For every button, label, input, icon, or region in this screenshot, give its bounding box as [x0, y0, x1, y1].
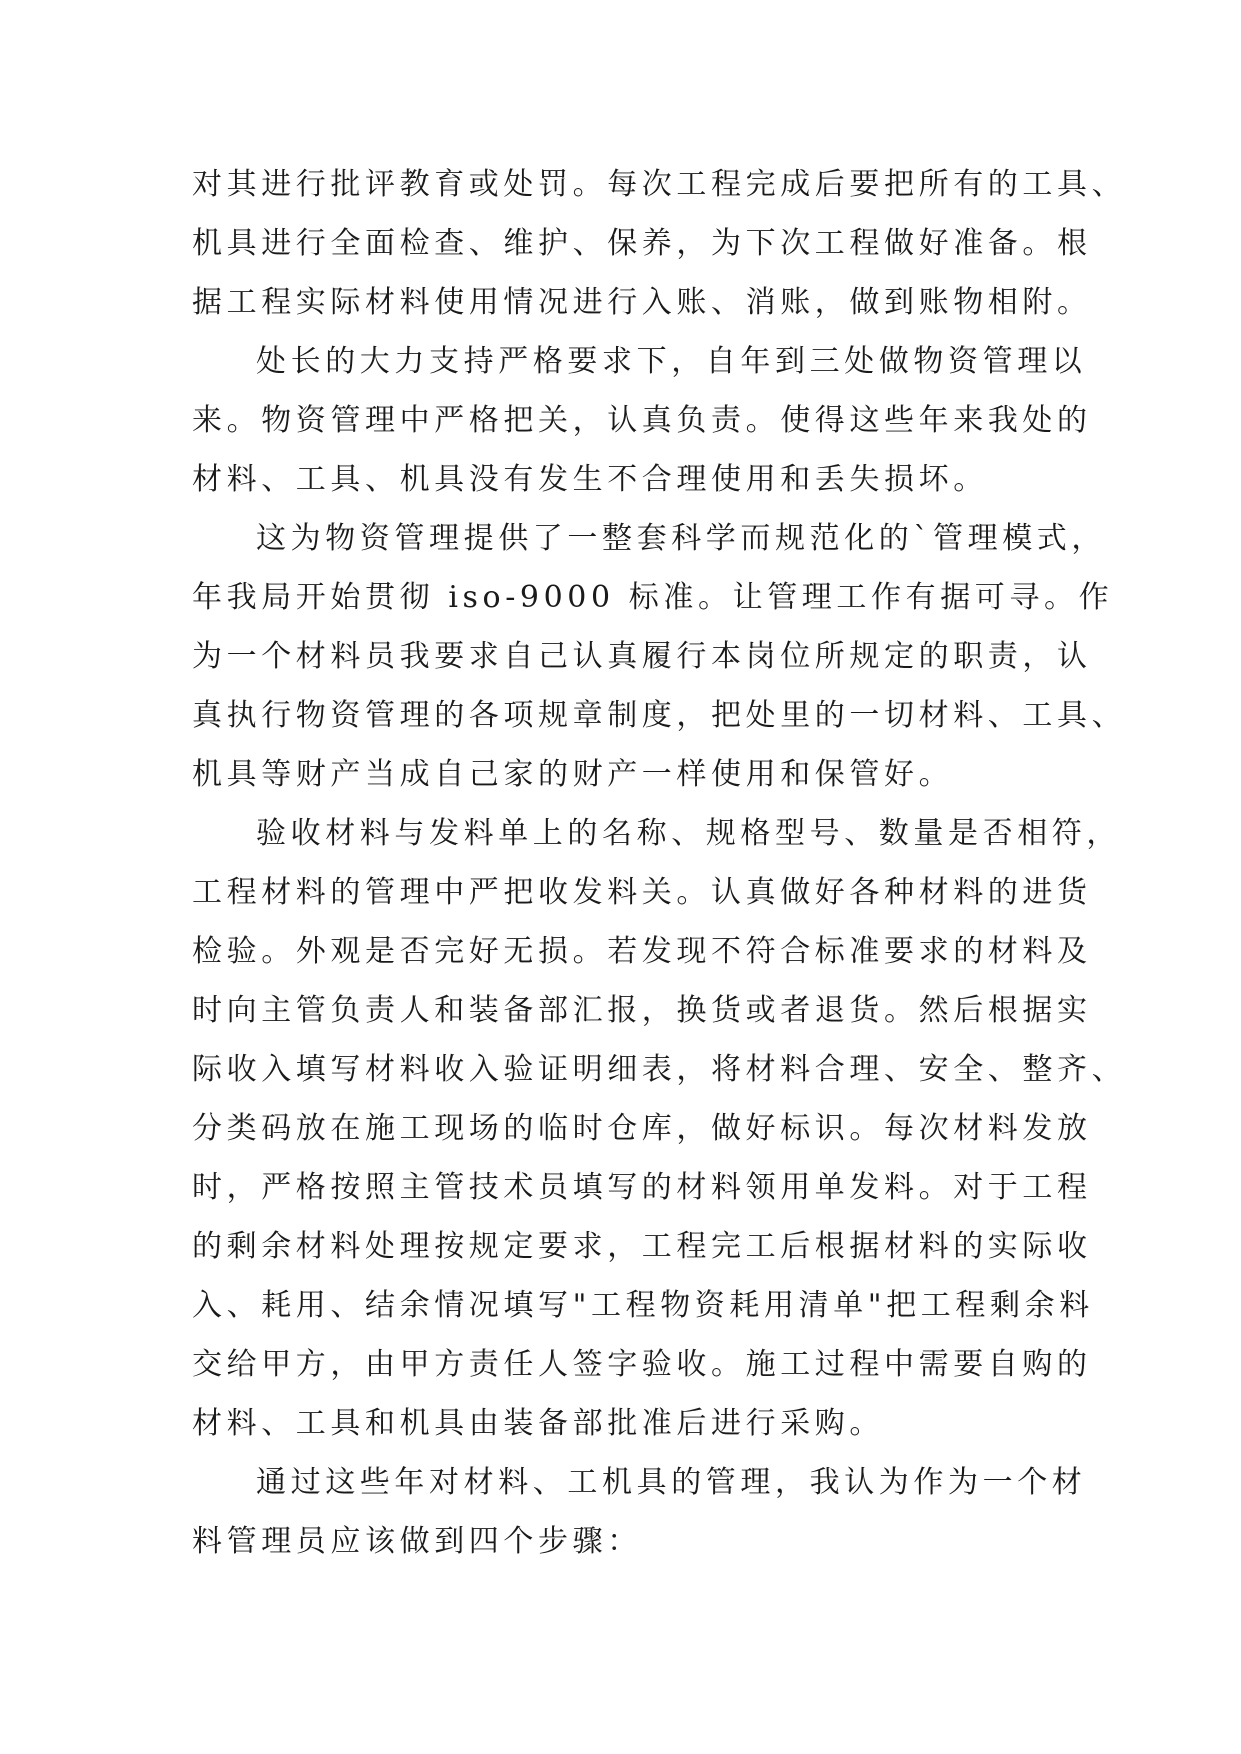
text-line: 检验。外观是否完好无损。若发现不符合标准要求的材料及	[192, 934, 1092, 969]
text-line: 际收入填写材料收入验证明细表，将材料合理、安全、整齐、	[192, 1052, 1127, 1087]
text-line: 时向主管负责人和装备部汇报，换货或者退货。然后根据实	[192, 993, 1092, 1028]
text-line: 对其进行批评教育或处罚。每次工程完成后要把所有的工具、	[192, 167, 1127, 202]
text-line: 来。物资管理中严格把关，认真负责。使得这些年来我处的	[192, 403, 1092, 438]
paragraph-start-line: 处长的大力支持严格要求下，自年到三处做物资管理以	[256, 344, 1087, 379]
text-line: 机具进行全面检查、维护、保养，为下次工程做好准备。根	[192, 226, 1092, 261]
paragraph-start-line: 这为物资管理提供了一整套科学而规范化的`管理模式，	[256, 521, 1106, 556]
text-line: 入、耗用、结余情况填写"工程物资耗用清单"把工程剩余料	[192, 1288, 1094, 1323]
text-line: 为一个材料员我要求自己认真履行本岗位所规定的职责，认	[192, 639, 1092, 674]
text-line: 交给甲方，由甲方责任人签字验收。施工过程中需要自购的	[192, 1347, 1092, 1382]
text-line: 料管理员应该做到四个步骤：	[192, 1524, 642, 1559]
text-line: 分类码放在施工现场的临时仓库，做好标识。每次材料发放	[192, 1111, 1092, 1146]
text-line: 据工程实际材料使用情况进行入账、消账，做到账物相附。	[192, 285, 1092, 320]
text-line: 的剩余材料处理按规定要求，工程完工后根据材料的实际收	[192, 1229, 1092, 1264]
text-line: 材料、工具、机具没有发生不合理使用和丢失损坏。	[192, 462, 988, 497]
text-line: 年我局开始贯彻 iso-9000 标准。让管理工作有据可寻。作	[192, 580, 1114, 615]
paragraph-start-line: 通过这些年对材料、工机具的管理，我认为作为一个材	[256, 1465, 1087, 1500]
text-line: 材料、工具和机具由装备部批准后进行采购。	[192, 1406, 884, 1441]
document-body	[192, 155, 1127, 1571]
text-line: 工程材料的管理中严把收发料关。认真做好各种材料的进货	[192, 875, 1092, 910]
paragraph-start-line: 验收材料与发料单上的名称、规格型号、数量是否相符，	[256, 816, 1121, 851]
text-line: 时，严格按照主管技术员填写的材料领用单发料。对于工程	[192, 1170, 1092, 1205]
text-line: 机具等财产当成自己家的财产一样使用和保管好。	[192, 757, 954, 792]
text-line: 真执行物资管理的各项规章制度，把处里的一切材料、工具、	[192, 698, 1127, 733]
